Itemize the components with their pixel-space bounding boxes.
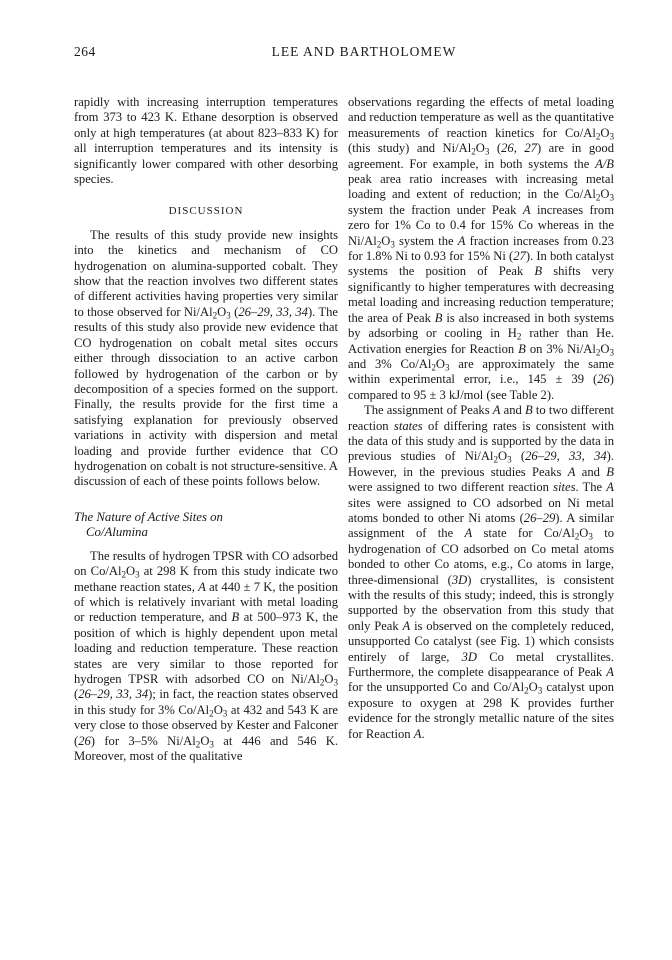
page-number: 264 xyxy=(74,44,96,59)
left-column xyxy=(74,95,338,764)
running-head xyxy=(74,44,654,64)
nature-paragraph: The results of hydrogen TPSR with CO adsorbed on $Co/Al_2O_3$ at 298 K from this study indicate two methane reaction states, A at 440 ± 7 K, the position of which is relatively invariant with metal loading or reduction temperature, and B at 500–973 K, the position of which is highly dependent upon metal loading and reduction temperature. These reaction states are very similar to those reported for hydrogen TPSR with adsorbed CO on $Ni/Al_2O_3$ (26–29, 33, 34); in fact, the reaction states observed in this study for 3% $Co/Al_2O_3$ at 432 and 543 K are very close to those observed by Kester and Falconer (26) for 3–5% $Ni/Al_2O_3$ at 446 and 546 K. Moreover, most of the qualitative xyxy=(74,548,339,764)
observations-paragraph: observations regarding the effects of metal loading and reduction temperature as well as the quantitative measurements of reaction kinetics for $Co/Al_2O_3$ (this study) and $Ni/Al_2O_3$ (26, 27) are in good agreement. For example, in both systems the A/B peak area ratio increases with increasing metal loading and extent of reduction; in the $Co/Al_2O_3$ system the fraction under Peak A increases from zero for 1% Co to 0.4 for 15% Co whereas in the $Ni/Al_2O_3$ system the A fraction increases from 0.23 for 1.8% Ni to 0.93 for 15% Ni (27). In both catalyst systems the position of Peak B shifts very significantly to higher temperatures with decreasing metal loading and increasing reduction temperature; the area of Peak B is also increased in both systems by adsorbing or cooling in $H_2$ rather than He. Activation energies for Reaction B on 3% $Ni/Al_2O_3$ and 3% $Co/Al_2O_3$ are approximately the same within experimental error, i.e., 145 ± 39 (26) compared to 95 ± 3 kJ/mol (see Table 2). xyxy=(348,95,615,402)
discussion-heading: DISCUSSION xyxy=(168,205,244,218)
subsection-heading-line2: Co/Alumina xyxy=(86,525,148,540)
continued-paragraph: rapidly with increasing interruption temperatures from 373 to 423 K. Ethane desorption is observed only at high temperatures (at about 823–833 K) for all interruption temperatures and its intensity is significantly lower compared with other desorbing species. xyxy=(74,95,338,187)
discussion-paragraph: The results of this study provide new insights into the kinetics and mechanism of CO hydrogenation on alumina-supported cobalt. They show that the reaction involves two different states of different activities having properties very similar to those observed for $Ni/Al_2O_3$ (26–29, 33, 34). The results of this study also provide new evidence that CO hydrogenation on cobalt metal sites occurs either through dissociation to an active carbon followed by hydrogenation of the carbon or by decomposition of a species formed on the support. Finally, the results provide for the first time a satisfying explanation for previously observed variations in activity with dispersion and metal loading and provide further evidence that CO hydrogenation on cobalt is not structure-sensitive. A discussion of each of these points follows below. xyxy=(74,227,339,489)
right-column xyxy=(348,95,614,742)
assignment-paragraph: The assignment of Peaks A and B to two different reaction states of differing rates is consistent with the data of this study and is supported by the data in previous studies of $Ni/Al_2O_3$ (26–29, 33, 34). However, in the previous studies Peaks A and B were assigned to two different reaction sites. The A sites were assigned to CO adsorbed on Ni metal atoms bonded to other Ni atoms (26–29). A similar assignment of the A state for $Co/Al_2O_3$ to hydrogenation of CO adsorbed on Co metal atoms bonded to other Co atoms, e.g., Co atoms in large, three-dimensional (3D) crystallites, is consistent with the results of this study; indeed, this is strongly supported by the observation from this study that only Peak A is observed on the completely reduced, unsupported Co catalyst (see Fig. 1) which consists entirely of large, 3D Co metal crystallites. Furthermore, the complete disappearance of Peak A for the unsupported Co and $Co/Al_2O_3$ catalyst upon exposure to oxygen at 298 K provides further evidence for the strongly metallic nature of the sites for Reaction A. xyxy=(348,403,615,741)
running-title: LEE AND BARTHOLOMEW xyxy=(271,44,457,59)
subsection-heading-line1: The Nature of Active Sites on xyxy=(74,509,223,524)
subsection-heading xyxy=(74,510,338,541)
